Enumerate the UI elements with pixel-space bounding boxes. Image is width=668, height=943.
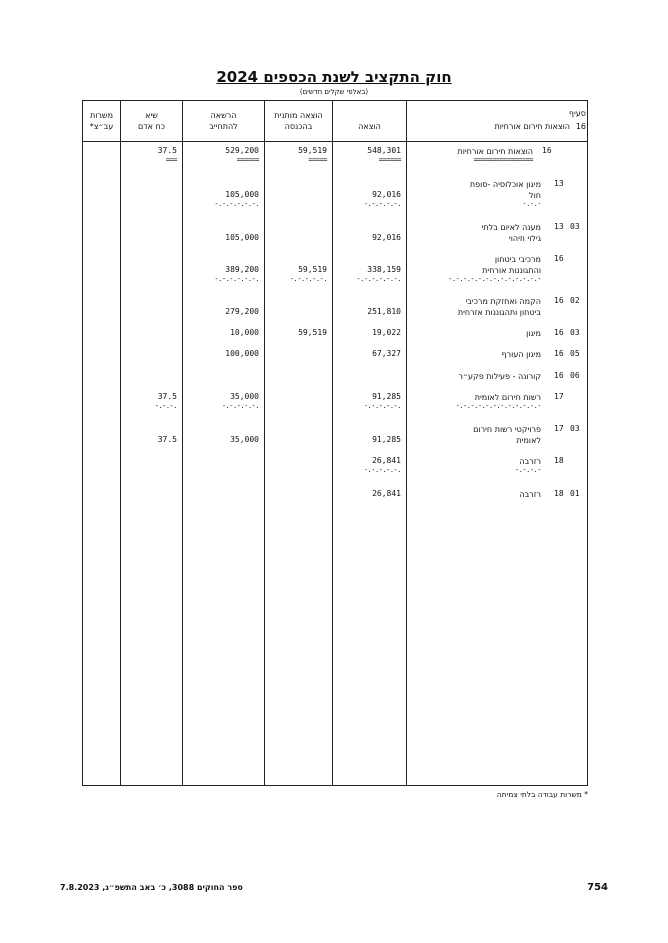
authorization-value: 100,000 (225, 349, 259, 358)
conditional-value: 59,519 (298, 265, 327, 274)
header-divider (82, 141, 588, 142)
row-code: 16 (542, 146, 552, 155)
expense-value: 548,301 (367, 146, 401, 155)
expense-value: 92,016 (372, 233, 401, 242)
row-code: 13 (554, 179, 564, 188)
row-subcode: 02 (570, 296, 580, 305)
row-code: 16 (554, 328, 564, 337)
row-label: מיגון העורף (501, 350, 541, 359)
expense-value: 338,159 (367, 265, 401, 274)
row-label-line1: מענה לאיום בלתי (481, 223, 541, 232)
column-divider (182, 100, 183, 786)
row-code: 18 (554, 489, 564, 498)
row-label: רזרבה (519, 457, 541, 466)
row-label: מיגון (526, 329, 541, 338)
header-authorization-line2: להתחייב (209, 122, 238, 131)
authorization-underline: -.-.-.-.-.-. (214, 200, 259, 208)
header-section: סעיף (568, 109, 586, 118)
page-number: 754 (587, 882, 608, 893)
footer-source: ספר החוקים 3088, כ׳ באב התשפ״ג, 7.8.2023 (60, 883, 243, 892)
expense-value: 26,841 (372, 489, 401, 498)
expense-value: 251,810 (367, 307, 401, 316)
row-label-line2: חול (529, 191, 541, 200)
row-label-line1: פרויקטי רשות חירום (473, 425, 541, 434)
authorization-value: 389,200 (225, 265, 259, 274)
conditional-underline: -.-.-.-.-. (289, 275, 327, 283)
expense-value: 67,327 (372, 349, 401, 358)
row-underline: -.-.-.-.-.-.-.-.-.-.-.-.- (448, 275, 541, 283)
row-label: רזרבה (519, 490, 541, 499)
row-subcode: 03 (570, 424, 580, 433)
expense-underline: -.-.-.-.-.-. (356, 275, 401, 283)
peak-value: 37.5 (157, 146, 177, 155)
column-divider (264, 100, 265, 786)
header-peak-line1: שיא (145, 111, 158, 120)
peak-underline: === (165, 156, 177, 164)
row-label: רשות חירום לאומית (474, 393, 541, 402)
row-code: 16 (554, 349, 564, 358)
row-code: 18 (554, 456, 564, 465)
row-subcode: 03 (570, 328, 580, 337)
expense-underline: -.-.-.-.-. (363, 200, 401, 208)
row-underline: ================ (473, 156, 533, 164)
authorization-value: 10,000 (230, 328, 259, 337)
peak-underline: -.-.-. (154, 402, 177, 410)
conditional-underline: ===== (308, 156, 327, 164)
header-positions-line2: עב״צ* (89, 122, 114, 131)
row-code: 13 (554, 222, 564, 231)
peak-value: 37.5 (157, 435, 177, 444)
row-code: 17 (554, 392, 564, 401)
row-code: 16 (554, 296, 564, 305)
expense-underline: ====== (378, 156, 401, 164)
row-code: 17 (554, 424, 564, 433)
expense-value: 19,022 (372, 328, 401, 337)
conditional-value: 59,519 (298, 328, 327, 337)
header-conditional-line2: בהכנסה (284, 122, 313, 131)
column-divider (332, 100, 333, 786)
row-underline: -.-.-.-.-.-.-.-.-.-.-.- (455, 402, 541, 410)
page-subtitle: (באלפי שקלים חדשים) (299, 88, 369, 96)
expense-value: 92,016 (372, 190, 401, 199)
authorization-value: 105,000 (225, 190, 259, 199)
header-conditional-line1: הוצאה מותנית (274, 111, 323, 120)
authorization-underline: -.-.-.-.-.-. (214, 275, 259, 283)
row-label-line1: מרכיבי ביטחון (494, 255, 541, 264)
row-subcode: 03 (570, 222, 580, 231)
column-divider (120, 100, 121, 786)
row-label-line2: ביטחון ותהגוננות אזרחית (457, 308, 541, 317)
row-code: 16 (554, 371, 564, 380)
expense-value: 91,285 (372, 435, 401, 444)
expense-underline: -.-.-.-.-. (363, 466, 401, 474)
authorization-underline: ====== (236, 156, 259, 164)
row-label-line2: והתגוננות אורחית (482, 266, 541, 275)
authorization-value: 529,200 (225, 146, 259, 155)
header-authorization-line1: הרשאה (210, 111, 237, 120)
footnote: * משרות עבודה בלתי צמיתה (496, 790, 588, 799)
authorization-underline: -.-.-.-.-. (221, 402, 259, 410)
row-label-line2: לאומית (516, 436, 541, 445)
row-subcode: 06 (570, 371, 580, 380)
row-label: קורונה - פעילות פקע״ר (458, 372, 541, 381)
header-positions-line1: משרות (89, 111, 114, 120)
row-label-line1: הקמה ואחזקת מרכיבי (465, 297, 541, 306)
header-peak-line2: כח אדם (137, 122, 166, 131)
row-subcode: 05 (570, 349, 580, 358)
conditional-value: 59,519 (298, 146, 327, 155)
authorization-value: 35,000 (230, 392, 259, 401)
row-underline: -.-.- (522, 200, 541, 208)
header-section-name: הוצאות חירום אורחיות (494, 122, 570, 131)
row-label-line1: מיגון אוכלוסיה -סופת (469, 180, 541, 189)
row-subcode: 01 (570, 489, 580, 498)
header-expense: הוצאה (358, 122, 381, 131)
expense-underline: -.-.-.-.-. (363, 402, 401, 410)
row-code: 16 (554, 254, 564, 263)
row-label-line2: גילוי וזיהוי (508, 234, 541, 243)
expense-value: 26,841 (372, 456, 401, 465)
row-label: הוצאות חירום אורחיות (457, 147, 533, 156)
page-title: חוק התקציב לשנת הכספים 2024 (216, 68, 452, 86)
peak-value: 37.5 (157, 392, 177, 401)
authorization-value: 105,000 (225, 233, 259, 242)
row-underline: -.-.-.- (514, 466, 541, 474)
authorization-value: 35,000 (230, 435, 259, 444)
expense-value: 91,285 (372, 392, 401, 401)
authorization-value: 279,200 (225, 307, 259, 316)
header-section-code: 16 (575, 122, 586, 131)
column-divider (406, 100, 407, 786)
